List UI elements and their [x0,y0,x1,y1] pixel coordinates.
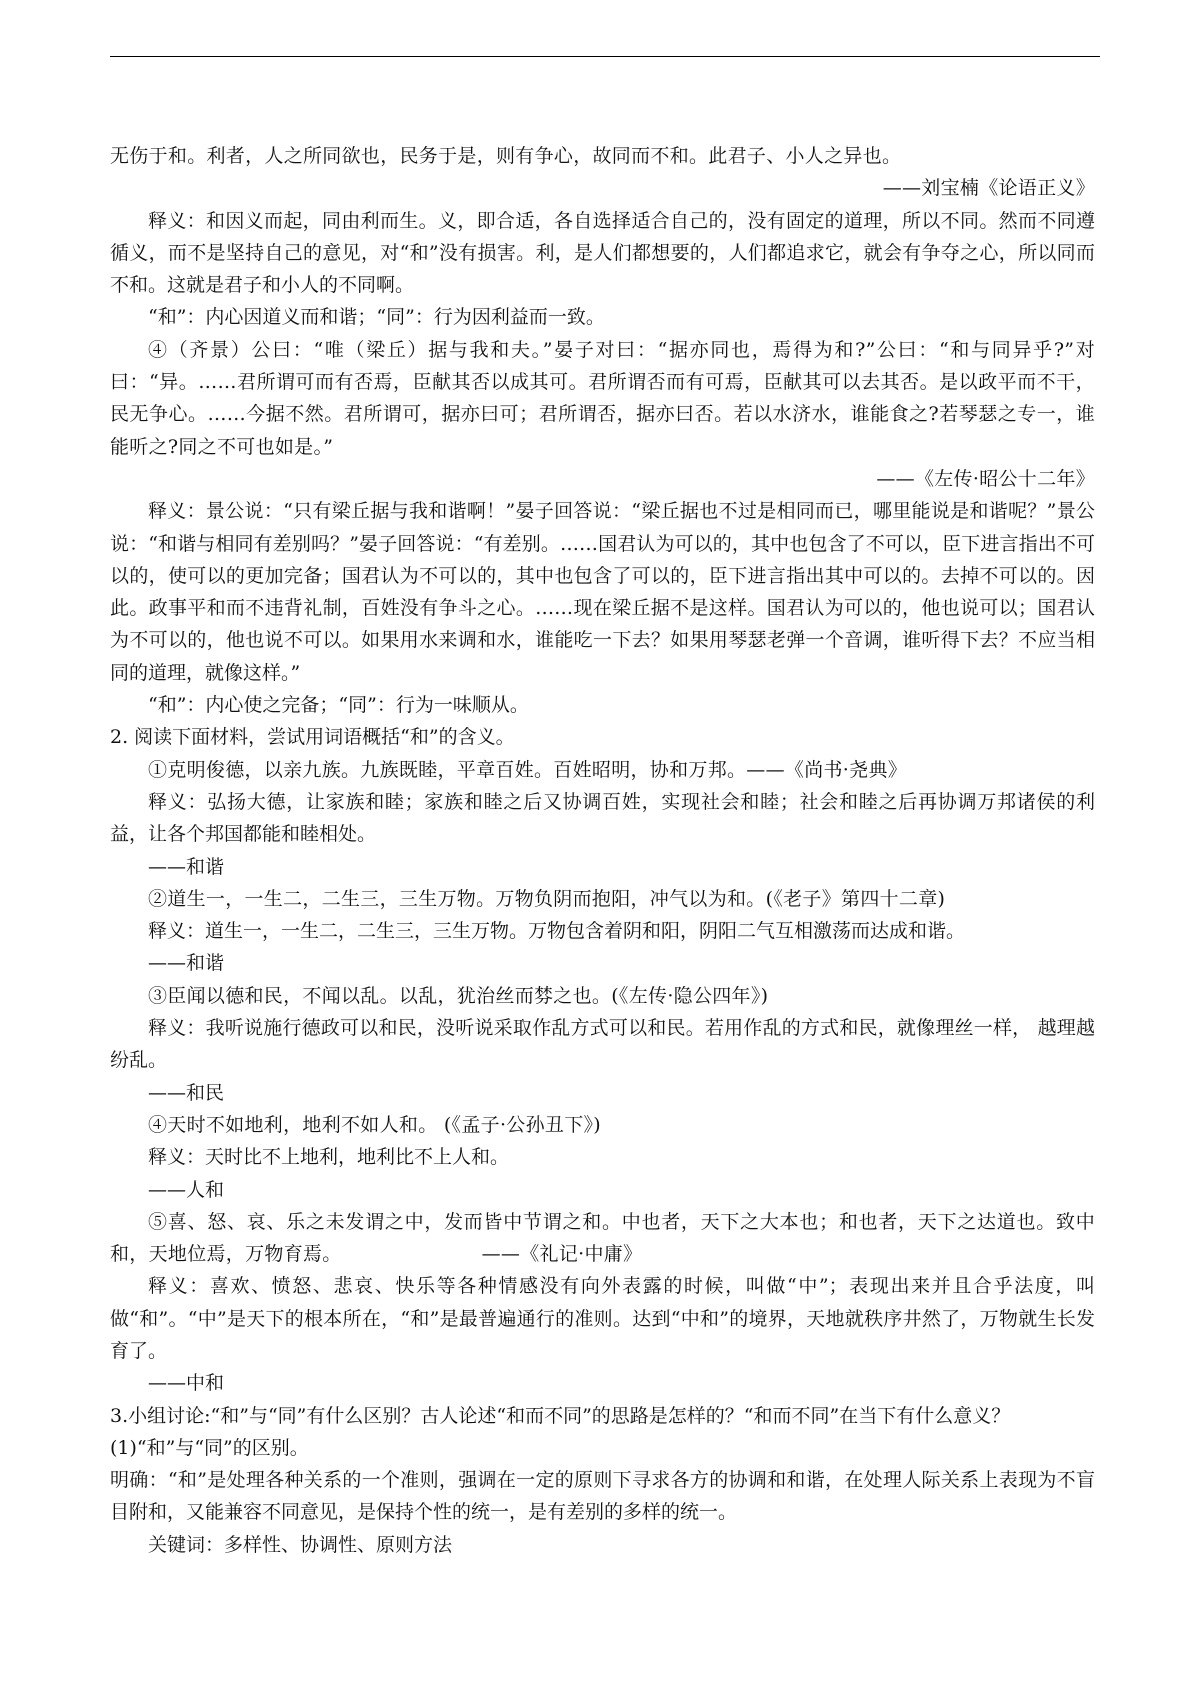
quote-text: ⑤喜、怒、哀、乐之未发谓之中，发而皆中节谓之和。中也者，天下之大本也；和也者，天下之达道也。致中和，天地位焉，万物育焉。 [110,1210,1095,1266]
explanation: 释义：喜欢、愤怒、悲哀、快乐等各种情感没有向外表露的时候，叫做“中”；表现出来并且合乎法度，叫做“和”。“中”是天下的根本所在，“和”是最普遍通行的准则。达到“中和”的境界，天地就秩序井然了，万物就生长发育了。 [110,1275,1095,1362]
explanation: 释义：和因义而起，同由利而生。义，即合适，各自选择适合自己的，没有固定的道理，所以不同。然而不同遵循义，而不是坚持自己的意见，对“和”没有损害。利，是人们都想要的，人们都追求它，就会有争夺之心，所以同而不和。这就是君子和小人的不同啊。 [110,209,1095,297]
keyword-answer: ——和民 [148,1081,225,1104]
explanation: 释义：天时比不上地利，地利比不上人和。 [148,1146,510,1169]
classical-quote: ①克明俊德，以亲九族。九族既睦，平章百姓。百姓昭明，协和万邦。——《尚书·尧典》 [148,758,908,781]
classical-quote: ③臣闻以德和民，不闻以乱。以乱，犹治丝而棼之也。(《左传·隐公四年》) [148,984,769,1007]
summary-line: “和”：内心使之完备；“同”：行为一味顺从。 [148,694,529,717]
classical-quote [110,1206,1095,1271]
explanation: 释义：景公说：“只有梁丘据与我和谐啊！”晏子回答说：“梁丘据也不过是相同而已，哪里能说是和谐呢？”景公说：“和谐与相同有差别吗？”晏子回答说：“有差别。……国君认为可以的，其中也包含了不可以，臣下进言指出不可以的，使可以的更加完备；国君认为不可以的，其中也包含了可以的，臣下进言指出其中可以的。去掉不可以的。因此。政事平和而不违背礼制，百姓没有争斗之心。……现在梁丘据不是这样。国君认为可以的，他也说可以；国君认为不可以的，他也说不可以。如果用水来调和水，谁能吃一下去？如果用琴瑟老弹一个音调，谁听得下去？不应当相同的道理，就像这样。” [110,500,1095,684]
keyword-answer: ——人和 [148,1178,225,1201]
classical-quote: ②道生一，一生二，二生三，三生万物。万物负阴而抱阳，冲气以为和。(《老子》第四十二章) [148,887,946,910]
keyword-answer: ——和谐 [148,855,225,878]
quote-source: ——刘宝楠《论语正义》 [882,177,1095,200]
summary-line: “和”：内心因道义而和谐；“同”：行为因利益而一致。 [148,306,605,329]
document-body [110,140,1095,1561]
keyword-answer: ——中和 [148,1372,225,1395]
explanation: 释义：我听说施行德政可以和民，没听说采取作乱方式可以和民。若用作乱的方式和民，就像理丝一样， 越理越纷乱。 [110,1017,1095,1072]
answer-paragraph: 明确：“和”是处理各种关系的一个准则，强调在一定的原则下寻求各方的协调和和谐，在处理人际关系上表现为不盲目附和，又能兼容不同意见，是保持个性的统一，是有差别的多样的统一。 [110,1469,1095,1524]
classical-quote: 无伤于和。利者，人之所同欲也，民务于是，则有争心，故同而不和。此君子、小人之异也。 [110,145,902,167]
header-rule [110,56,1100,57]
subheading: (1)“和”与“同”的区别。 [110,1436,309,1459]
question-heading: 3.小组讨论:“和”与“同”有什么区别？古人论述“和而不同”的思路是怎样的？“和而不同”在当下有什么意义？ [110,1404,1011,1427]
classical-quote: ④（齐景）公曰：“唯（梁丘）据与我和夫。”晏子对曰：“据亦同也，焉得为和?”公曰：“和与同异乎?”对曰：“异。……君所谓可而有否焉，臣献其否以成其可。君所谓否而有可焉，臣献其可以去其否。是以政平而不干，民无争心。……今据不然。君所谓可，据亦曰可；君所谓否，据亦曰否。若以水济水，谁能食之?若琴瑟之专一，谁能听之?同之不可也如是。” [110,338,1095,458]
classical-quote: ④天时不如地利，地利不如人和。 (《孟子·公孙丑下》) [148,1113,602,1136]
question-heading: 2. 阅读下面材料，尝试用词语概括“和”的含义。 [110,726,515,749]
quote-source: ——《左传·昭公十二年》 [876,467,1095,490]
keywords-line: 关键词：多样性、协调性、原则方法 [148,1533,453,1556]
explanation: 释义：弘扬大德，让家族和睦；家族和睦之后又协调百姓，实现社会和睦；社会和睦之后再协调万邦诸侯的利益，让各个邦国都能和睦相处。 [110,790,1095,846]
keyword-answer: ——和谐 [148,952,225,975]
quote-source: ——《礼记·中庸》 [481,1243,643,1266]
explanation: 释义：道生一，一生二，二生三，三生万物。万物包含着阴和阳，阴阳二气互相激荡而达成和谐。 [148,920,966,943]
